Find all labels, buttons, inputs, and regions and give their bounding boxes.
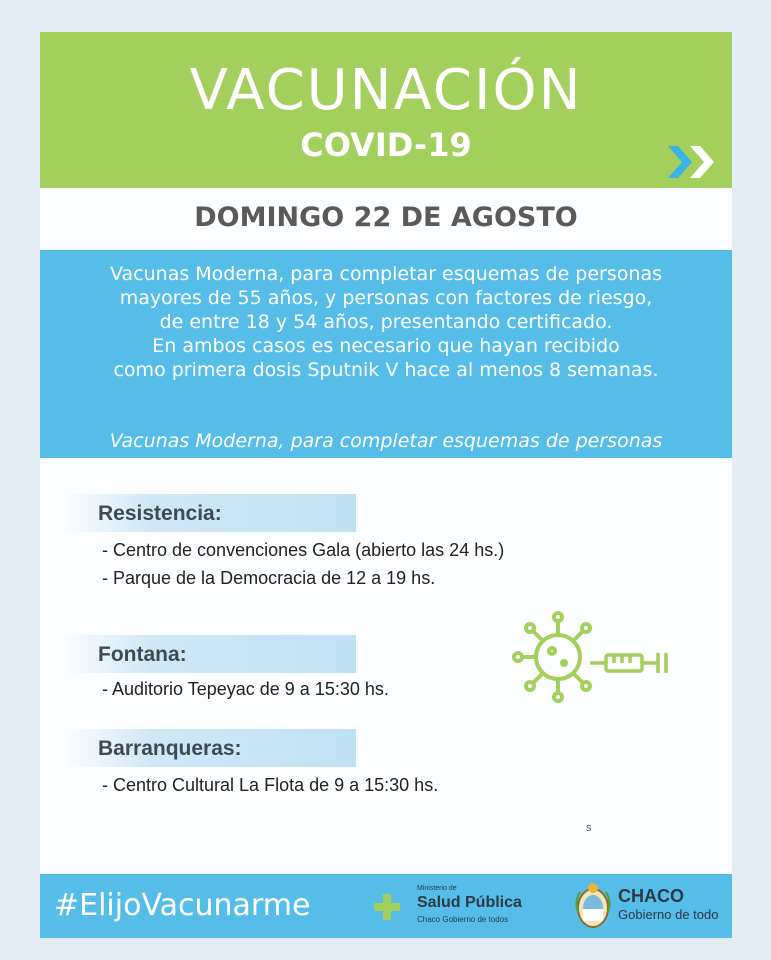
plus-icon [372, 892, 402, 922]
page-subtitle: COVID-19 [300, 126, 472, 164]
ministry-small: Ministerio de [417, 885, 457, 892]
location-item: - Auditorio Tepeyac de 9 a 15:30 hs. [102, 679, 389, 699]
city-name: Barranqueras: [98, 737, 242, 760]
page-title: VACUNACIÓN [189, 58, 583, 123]
location-item: - Parque de la Democracia de 12 a 19 hs. [102, 568, 436, 588]
footer-banner [40, 874, 732, 938]
header-banner [40, 32, 732, 188]
gov-name: CHACO [618, 886, 684, 906]
seal-icon [574, 882, 612, 930]
info-panel [40, 250, 732, 458]
stray-mark: s [586, 822, 592, 834]
city-name: Fontana: [98, 643, 187, 666]
city-bar-fontana [64, 635, 356, 673]
gov-sub: Gobierno de todo [618, 907, 719, 922]
flyer-card [40, 32, 732, 938]
location-item: - Centro de convenciones Gala (abierto las 24 hs.) [102, 540, 505, 560]
syringe-icon [590, 653, 666, 673]
city-name: Resistencia: [98, 502, 222, 525]
info-line: de entre 18 y 54 años, presentando certificado. [159, 311, 613, 333]
date-heading: DOMINGO 22 DE AGOSTO [194, 202, 578, 233]
city-bar-resistencia [64, 494, 356, 532]
city-bar-barranqueras [64, 729, 356, 767]
info-line: Vacunas Moderna, para completar esquemas de personas [110, 263, 662, 285]
info-line: En ambos casos es necesario que hayan recibido [152, 335, 620, 357]
info-line: mayores de 55 años, y personas con factores de riesgo, [119, 287, 653, 309]
info-text [40, 262, 732, 382]
ministry-sub: Chaco Gobierno de todos [417, 915, 509, 924]
location-item: - Centro Cultural La Flota de 9 a 15:30 hs. [102, 775, 439, 795]
ministry-name: Salud Pública [417, 894, 522, 911]
double-chevron-icon [668, 142, 724, 182]
info-line: como primera dosis Sputnik V hace al menos 8 semanas. [113, 359, 659, 381]
virus-icon [510, 607, 680, 707]
info-italic-note: Vacunas Moderna, para completar esquemas de personas [109, 430, 663, 452]
hashtag: #ElijoVacunarme [54, 888, 311, 923]
